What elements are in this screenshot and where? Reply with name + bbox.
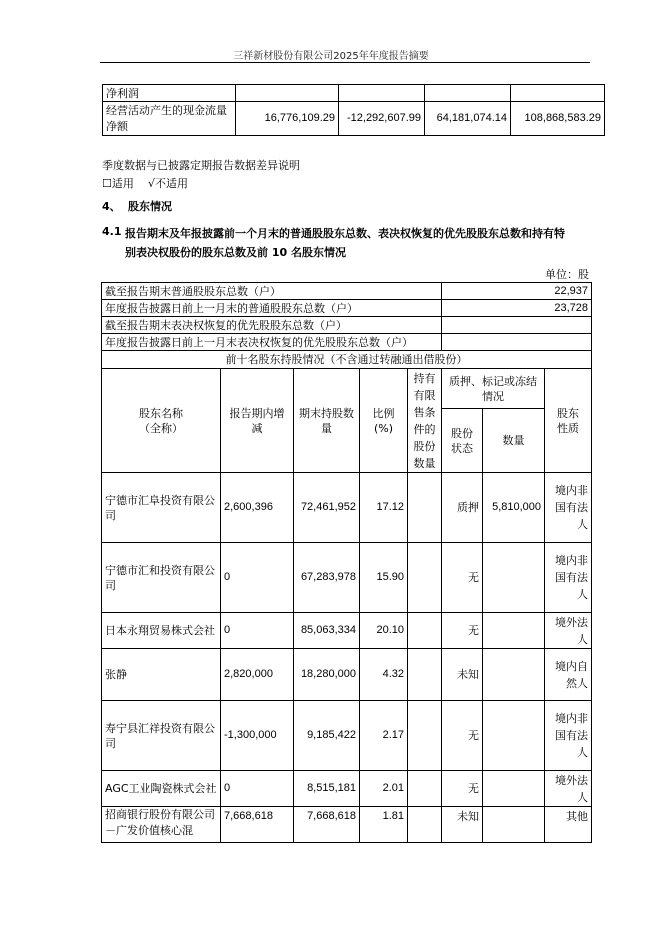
summary-value xyxy=(442,317,592,334)
holding-ratio: 17.12 xyxy=(360,473,408,543)
summary-row xyxy=(102,283,592,300)
pledge-status: 无 xyxy=(442,543,483,613)
pledge-qty xyxy=(483,613,545,649)
holder-name: AGC工业陶瓷株式会社 xyxy=(102,771,221,807)
summary-value: 22,937 xyxy=(442,283,592,300)
holding-ratio: 4.32 xyxy=(360,649,408,701)
top10-caption: 前十名股东持股情况（不含通过转融通出借股份） xyxy=(102,351,592,369)
holder-nature: 境内自然人 xyxy=(545,649,592,701)
holding-ratio: 1.81 xyxy=(360,807,408,843)
subsection-title-line2: 别表决权股份的股东总数及前 10 名股东情况 xyxy=(125,246,346,259)
summary-label: 年度报告披露日前上一月末表决权恢复的优先股股东总数（户） xyxy=(102,334,442,351)
section-title: 股东情况 xyxy=(128,200,172,213)
end-holding: 9,185,422 xyxy=(294,701,360,771)
pledge-status: 无 xyxy=(442,613,483,649)
table-row xyxy=(102,543,592,613)
holding-change: 0 xyxy=(221,771,294,807)
table-cell xyxy=(425,85,511,102)
subsection-title-line1: 报告期末及年报披露前一个月末的普通股股东总数、表决权恢复的优先股股东总数和持有特 xyxy=(125,227,565,240)
holder-nature: 境内非国有法人 xyxy=(545,701,592,771)
pledge-qty xyxy=(483,649,545,701)
holder-name: 宁德市汇阜投资有限公司 xyxy=(102,473,221,543)
option-not-applicable: √不适用 xyxy=(148,177,189,190)
table-cell: 16,776,109.29 xyxy=(236,102,339,136)
col-header-pledge-qty: 数量 xyxy=(483,409,545,473)
restricted-shares xyxy=(408,701,442,771)
summary-label: 截至报告期末表决权恢复的优先股股东总数（户） xyxy=(102,317,442,334)
end-holding: 18,280,000 xyxy=(294,649,360,701)
pledge-qty xyxy=(483,771,545,807)
holding-ratio: 20.10 xyxy=(360,613,408,649)
unit-label: 单位：股 xyxy=(545,268,589,281)
holding-change: 0 xyxy=(221,543,294,613)
pledge-status: 未知 xyxy=(442,807,483,843)
holder-name: 寿宁县汇祥投资有限公司 xyxy=(102,701,221,771)
pledge-status: 质押 xyxy=(442,473,483,543)
table-cell: -12,292,607.99 xyxy=(339,102,425,136)
col-header-end-holding: 期末持股数 量 xyxy=(294,369,360,473)
shareholder-table xyxy=(101,282,592,843)
diff-note: 季度数据与已披露定期报告数据差异说明 xyxy=(102,159,300,172)
col-header-name: 股东名称 （全称） xyxy=(102,369,221,473)
holder-nature: 境内非国有法人 xyxy=(545,473,592,543)
summary-label: 年度报告披露日前上一月末的普通股股东总数（户） xyxy=(102,300,442,317)
col-header-change: 报告期内增 减 xyxy=(221,369,294,473)
table-row xyxy=(103,102,605,136)
holding-ratio: 2.17 xyxy=(360,701,408,771)
summary-value: 23,728 xyxy=(442,300,592,317)
page-header: 三祥新材股份有限公司2025年年度报告摘要 xyxy=(233,51,429,62)
quarter-table xyxy=(102,84,605,136)
pledge-qty xyxy=(483,543,545,613)
end-holding: 67,283,978 xyxy=(294,543,360,613)
row-label: 净利润 xyxy=(103,85,236,102)
restricted-shares xyxy=(408,649,442,701)
pledge-qty: 5,810,000 xyxy=(483,473,545,543)
table-row xyxy=(102,771,592,807)
summary-row xyxy=(102,300,592,317)
end-holding: 85,063,334 xyxy=(294,613,360,649)
table-cell: 108,868,583.29 xyxy=(511,102,605,136)
holding-change: 2,600,396 xyxy=(221,473,294,543)
holder-nature: 其他 xyxy=(545,807,592,843)
col-header-restricted: 持有 有限 售条 件的 股份 数量 xyxy=(408,369,442,473)
end-holding: 72,461,952 xyxy=(294,473,360,543)
col-header-pledge-status: 股份 状态 xyxy=(442,409,483,473)
restricted-shares xyxy=(408,807,442,843)
holder-name: 日本永翔贸易株式会社 xyxy=(102,613,221,649)
row-label: 经营活动产生的现金流量净额 xyxy=(103,102,236,136)
holding-change: 7,668,618 xyxy=(221,807,294,843)
table-row xyxy=(102,473,592,543)
table-row xyxy=(102,807,592,843)
restricted-shares xyxy=(408,543,442,613)
holder-name: 招商银行股份有限公司－广发价值核心混 xyxy=(102,807,221,843)
holding-ratio: 15.90 xyxy=(360,543,408,613)
pledge-status: 无 xyxy=(442,771,483,807)
holder-name: 张静 xyxy=(102,649,221,701)
subsection-number: 4.1 xyxy=(102,225,122,238)
pledge-qty xyxy=(483,701,545,771)
table-cell xyxy=(339,85,425,102)
end-holding: 7,668,618 xyxy=(294,807,360,843)
holder-nature: 境外法人 xyxy=(545,771,592,807)
pledge-status: 无 xyxy=(442,701,483,771)
restricted-shares xyxy=(408,771,442,807)
restricted-shares xyxy=(408,473,442,543)
section-number: 4、 xyxy=(102,200,121,213)
holding-change: 0 xyxy=(221,613,294,649)
col-header-pledge-group: 质押、标记或冻结 情况 xyxy=(442,369,545,409)
summary-label: 截至报告期末普通股股东总数（户） xyxy=(102,283,442,300)
col-header-ratio: 比例 (%) xyxy=(360,369,408,473)
holder-nature: 境外法人 xyxy=(545,613,592,649)
table-cell: 64,181,074.14 xyxy=(425,102,511,136)
option-applicable: ☐适用 xyxy=(102,177,134,190)
pledge-status: 未知 xyxy=(442,649,483,701)
table-row xyxy=(102,649,592,701)
table-cell xyxy=(511,85,605,102)
col-header-nature: 股东 性质 xyxy=(545,369,592,473)
summary-row xyxy=(102,334,592,351)
table-row xyxy=(102,613,592,649)
summary-value xyxy=(442,334,592,351)
header-row xyxy=(102,369,592,409)
holding-change: 2,820,000 xyxy=(221,649,294,701)
table-cell xyxy=(236,85,339,102)
restricted-shares xyxy=(408,613,442,649)
summary-row xyxy=(102,317,592,334)
holding-ratio: 2.01 xyxy=(360,771,408,807)
holding-change: -1,300,000 xyxy=(221,701,294,771)
pledge-qty xyxy=(483,807,545,843)
table-row xyxy=(103,85,605,102)
table-row xyxy=(102,701,592,771)
header-rule xyxy=(100,62,590,63)
holder-name: 宁德市汇和投资有限公司 xyxy=(102,543,221,613)
holder-nature: 境内非国有法人 xyxy=(545,543,592,613)
end-holding: 8,515,181 xyxy=(294,771,360,807)
top10-caption-row xyxy=(102,351,592,369)
